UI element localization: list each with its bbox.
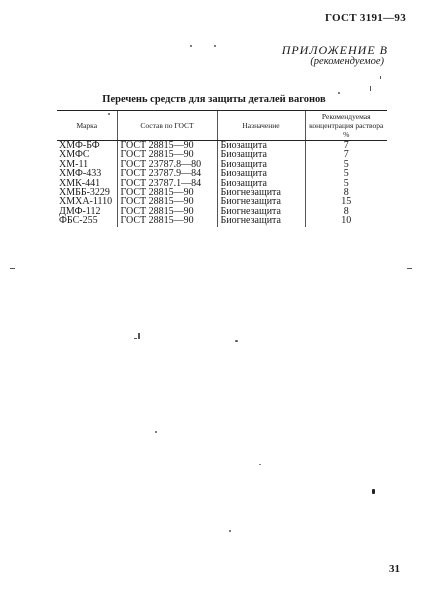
cell-purpose: Биозащита [217, 150, 305, 159]
column-header-purpose: Назначение [217, 111, 305, 141]
protection-agents-table [57, 110, 387, 227]
scan-speck [108, 113, 110, 115]
cell-concentration: 5 [305, 160, 387, 169]
cell-purpose: Биогнезащита [217, 188, 305, 197]
page-number: 31 [389, 563, 400, 575]
cell-concentration: 5 [305, 169, 387, 178]
cell-composition: ГОСТ 28815—90 [117, 150, 217, 159]
cell-brand: ХМФ-433 [59, 168, 102, 180]
scan-speck [259, 464, 261, 465]
cell-composition: ГОСТ 28815—90 [117, 197, 217, 206]
table-title: Перечень средств для защиты деталей вагонов [102, 94, 326, 105]
scan-speck [229, 530, 231, 532]
scan-speck [407, 268, 412, 269]
cell-purpose: Биозащита [217, 160, 305, 169]
scan-speck [214, 45, 216, 47]
cell-composition: ГОСТ 23787.8—80 [117, 160, 217, 169]
cell-composition: ГОСТ 28815—90 [117, 216, 217, 226]
cell-concentration: 15 [305, 197, 387, 206]
cell-concentration: 7 [305, 141, 387, 151]
cell-brand: ДМФ-112 [59, 205, 101, 217]
cell-brand: ХМХА-1110 [59, 196, 113, 208]
cell-brand: ФБС-255 [59, 215, 98, 227]
document-code: ГОСТ 3191—93 [324, 12, 406, 24]
cell-purpose: Биогнезащита [217, 197, 305, 206]
annex-status-note: (рекомендуемое) [310, 56, 384, 67]
scan-speck [155, 431, 157, 433]
cell-purpose: Биозащита [217, 141, 305, 151]
column-header-concentration: Рекомендуемая концентрация раствора % [305, 111, 387, 141]
cell-composition: ГОСТ 28815—90 [117, 141, 217, 151]
scan-speck [380, 76, 381, 79]
scan-speck [138, 333, 140, 339]
cell-purpose: Биозащита [217, 169, 305, 178]
scan-speck [235, 340, 238, 342]
scan-speck [134, 338, 137, 339]
cell-composition: ГОСТ 28815—90 [117, 207, 217, 216]
table-header-row [57, 111, 387, 141]
table-row [57, 216, 387, 226]
annex-title: ПРИЛОЖЕНИЕ В [281, 43, 388, 57]
cell-composition: ГОСТ 23787.9—84 [117, 169, 217, 178]
scan-speck [10, 268, 15, 269]
cell-purpose: Биогнезащита [217, 207, 305, 216]
cell-purpose: Биозащита [217, 179, 305, 188]
cell-composition: ГОСТ 23787.1—84 [117, 179, 217, 188]
cell-concentration: 8 [305, 207, 387, 216]
cell-brand: ХМФ-БФ [59, 140, 100, 151]
cell-brand: ХМФС [59, 149, 90, 161]
scan-speck [372, 489, 375, 494]
cell-brand: ХМК-441 [59, 177, 101, 189]
scan-speck [190, 45, 192, 47]
cell-composition: ГОСТ 28815—90 [117, 188, 217, 197]
cell-purpose: Биогнезащита [217, 216, 305, 226]
cell-concentration: 5 [305, 179, 387, 188]
scan-speck [370, 86, 371, 91]
cell-concentration: 7 [305, 150, 387, 159]
column-header-composition: Состав по ГОСТ [117, 111, 217, 141]
column-header-brand: Марка [57, 111, 117, 141]
scan-speck [338, 92, 340, 94]
cell-brand: ХМ-11 [59, 158, 89, 170]
cell-brand: ХМББ-3229 [59, 187, 110, 199]
cell-concentration: 10 [305, 216, 387, 226]
cell-concentration: 8 [305, 188, 387, 197]
